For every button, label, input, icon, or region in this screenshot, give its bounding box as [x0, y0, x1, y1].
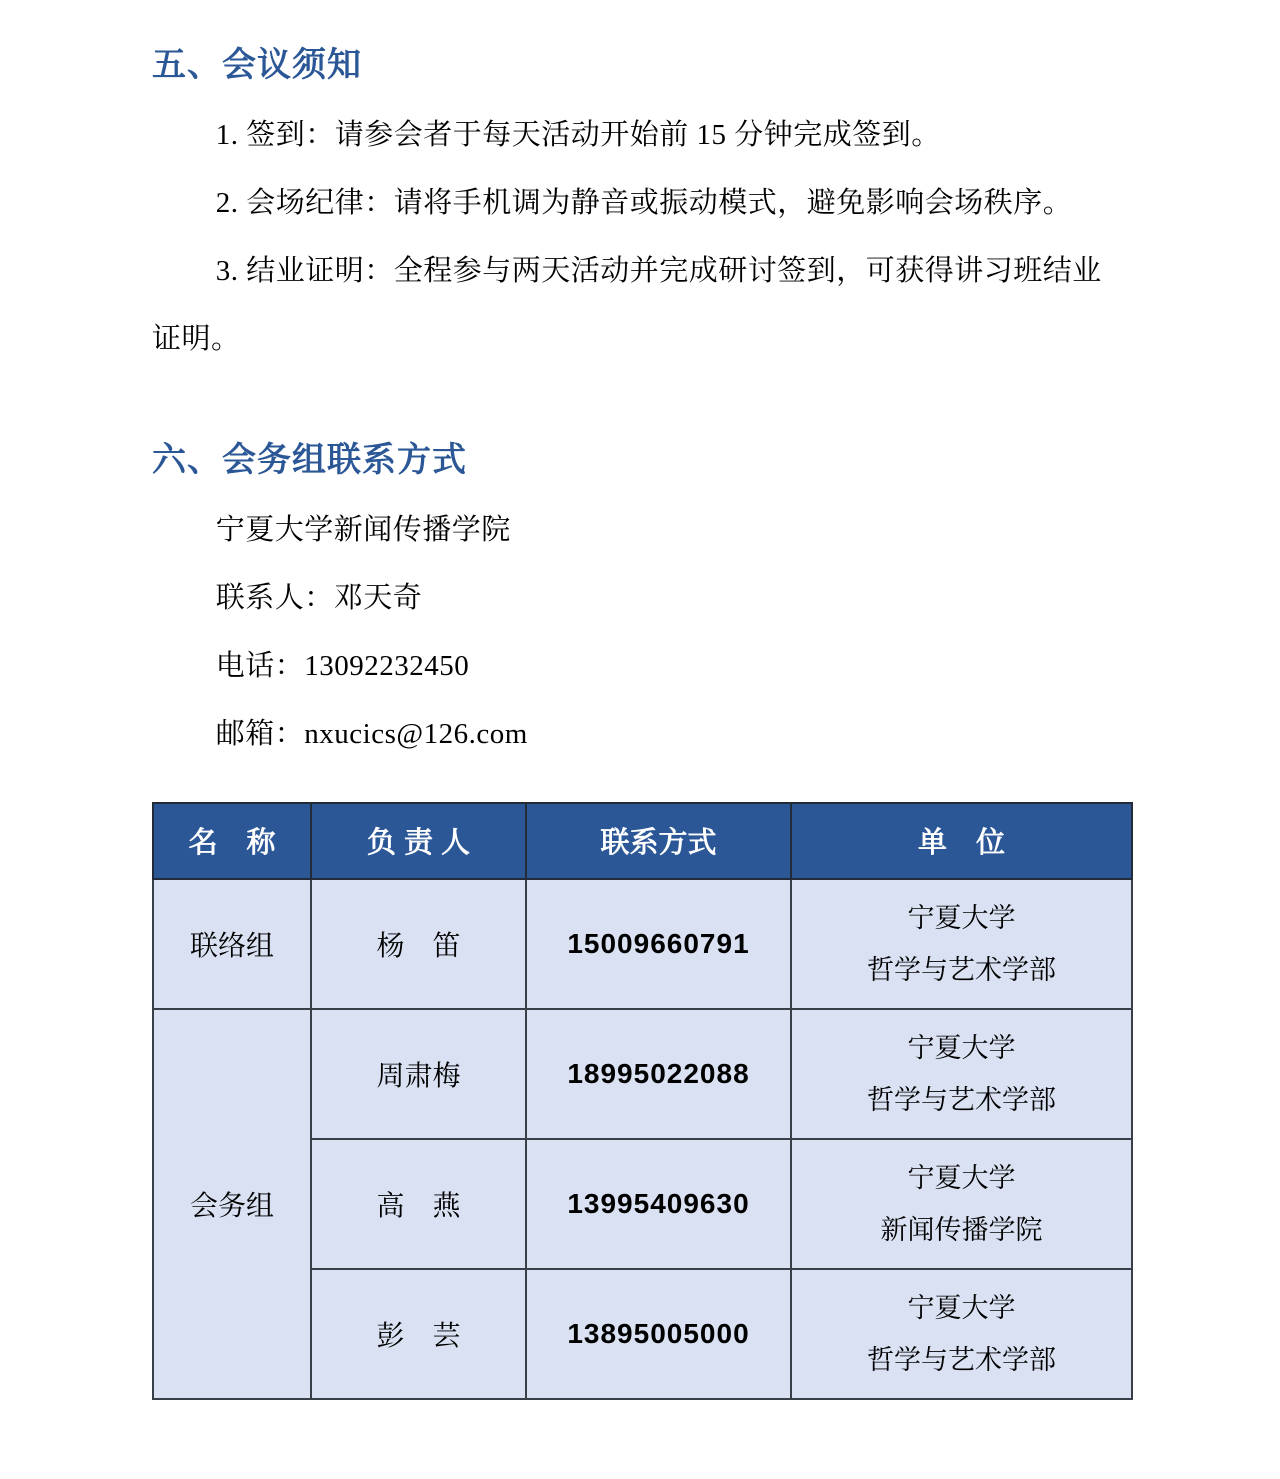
phone-cell: 18995022088	[526, 1009, 791, 1139]
group-cell: 会务组	[153, 1009, 311, 1399]
table-row	[153, 879, 1132, 1009]
notice-item-certificate: 3. 结业证明：全程参与两天活动并完成研讨签到，可获得讲习班结业证明。	[152, 254, 1102, 355]
contact-table	[152, 802, 1133, 1400]
unit-cell	[791, 1009, 1132, 1139]
person-cell: 高 燕	[311, 1139, 526, 1269]
phone-cell: 13995409630	[526, 1139, 791, 1269]
unit-line-1: 宁夏大学	[907, 1292, 1016, 1323]
header-group: 名 称	[153, 803, 311, 879]
notice-list	[152, 101, 1131, 373]
unit-line-2: 哲学与艺术学部	[867, 1084, 1056, 1115]
unit-cell	[791, 1269, 1132, 1399]
unit-line-2: 新闻传播学院	[880, 1214, 1043, 1245]
header-unit: 单 位	[791, 803, 1132, 879]
unit-line-2: 哲学与艺术学部	[867, 954, 1056, 985]
person-cell: 杨 笛	[311, 879, 526, 1009]
unit-line-1: 宁夏大学	[907, 1032, 1016, 1063]
unit-line-1: 宁夏大学	[907, 1162, 1016, 1193]
notice-item-discipline: 2. 会场纪律：请将手机调为静音或振动模式，避免影响会场秩序。	[215, 186, 1073, 219]
organizer-line: 宁夏大学新闻传播学院	[215, 513, 511, 546]
unit-line-1: 宁夏大学	[907, 902, 1016, 933]
unit-cell	[791, 1139, 1132, 1269]
person-cell: 周肃梅	[311, 1009, 526, 1139]
phone-cell: 15009660791	[526, 879, 791, 1009]
table-header-row	[153, 803, 1132, 879]
unit-line-2: 哲学与艺术学部	[867, 1344, 1056, 1375]
contact-person-line: 联系人：邓天奇	[215, 581, 423, 614]
section6-heading: 六、会务组联系方式	[152, 441, 467, 479]
header-person: 负 责 人	[311, 803, 526, 879]
table-row	[153, 1009, 1132, 1139]
contact-email-line: 邮箱：nxucics@126.com	[215, 717, 528, 750]
phone-cell: 13895005000	[526, 1269, 791, 1399]
notice-item-signin: 1. 签到：请参会者于每天活动开始前 15 分钟完成签到。	[215, 118, 941, 151]
contact-phone-line: 电话：13092232450	[215, 649, 470, 682]
section5-heading: 五、会议须知	[152, 47, 362, 84]
contact-info	[152, 496, 1131, 768]
header-phone: 联系方式	[526, 803, 791, 879]
person-cell: 彭 芸	[311, 1269, 526, 1399]
unit-cell	[791, 879, 1132, 1009]
group-cell: 联络组	[153, 879, 311, 1009]
